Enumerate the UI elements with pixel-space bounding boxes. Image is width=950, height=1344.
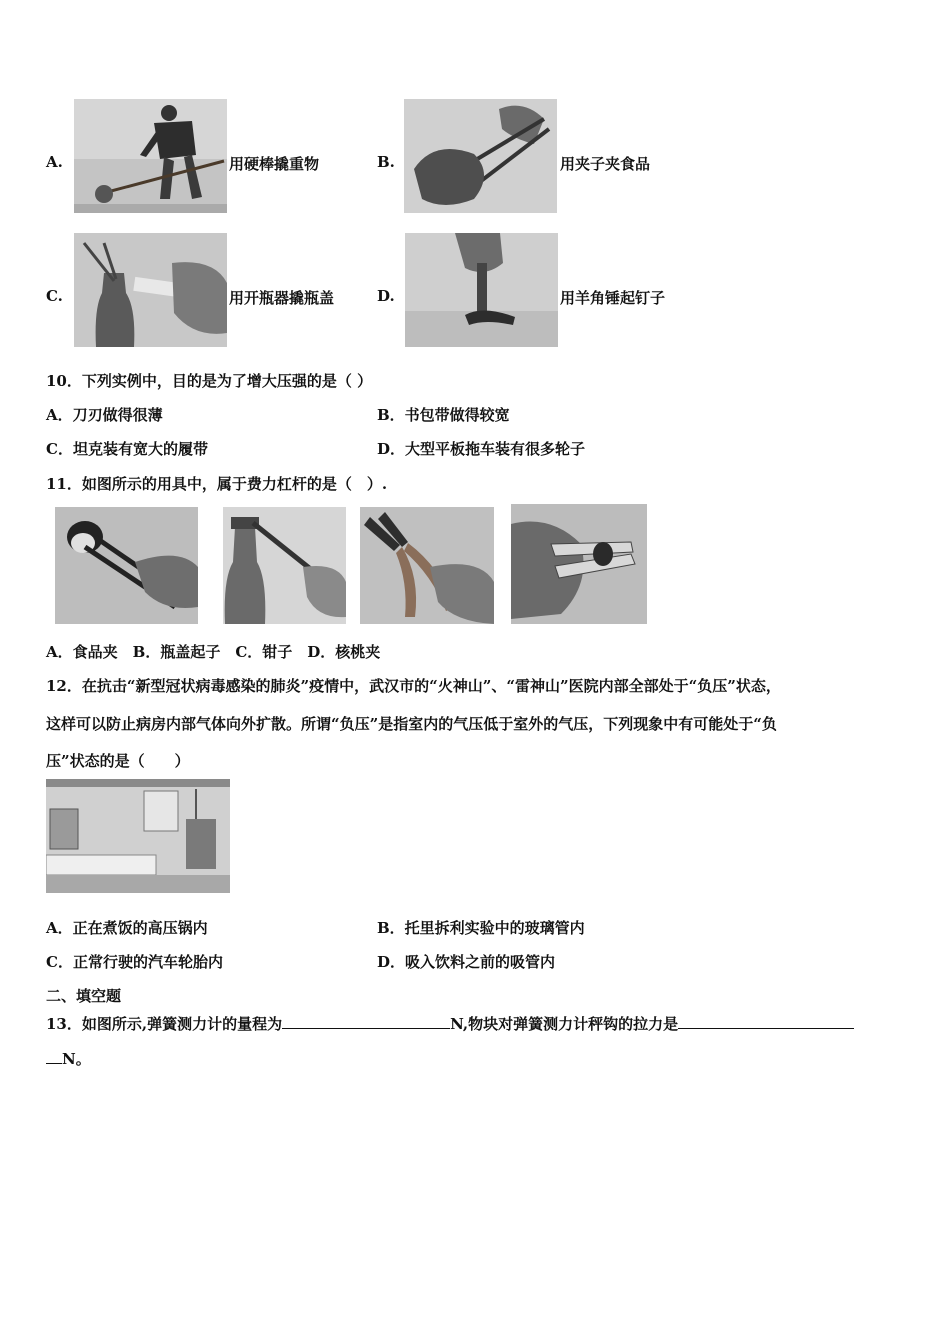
q12-stem-line-1: 12．在抗击“新型冠状病毒感染的肺炎”疫情中，武汉市的“火神山”、“雷神山”医院内部全部处于“负压”状态， [46, 677, 781, 695]
q12-option-d: D．吸入饮料之前的吸管内 [377, 953, 556, 971]
option-d-letter: D. [377, 287, 395, 305]
bottle-opener-photo [74, 233, 227, 347]
nutcracker-photo [511, 504, 647, 624]
bottle-cap-opener-photo [223, 507, 346, 624]
q13-blank-force-cont[interactable] [46, 1049, 62, 1064]
q12-stem-line-3: 压”状态的是（ ） [46, 752, 190, 770]
q11-stem: 11．如图所示的用具中，属于费力杠杆的是（ ）. [46, 475, 388, 493]
q10-option-a: A．刀刃做得很薄 [46, 406, 163, 424]
option-b-caption: 用夹子夹食品 [560, 155, 651, 173]
option-c-letter: C. [46, 287, 63, 305]
q12-option-b: B．托里拆利实验中的玻璃管内 [377, 919, 585, 937]
q12-stem-line-2: 这样可以防止病房内部气体向外扩散。所谓“负压”是指室内的气压低于室外的气压，下列现象中有可能处于“负 [46, 715, 777, 733]
q12-option-c: C．正常行驶的汽车轮胎内 [46, 953, 223, 971]
q10-option-d: D．大型平板拖车装有很多轮子 [377, 440, 586, 458]
q13-blank-force[interactable] [678, 1014, 854, 1029]
option-c-caption: 用开瓶器撬瓶盖 [229, 289, 335, 307]
food-tongs-photo [55, 507, 198, 624]
hospital-ward-photo [46, 779, 230, 893]
option-a-letter: A. [46, 153, 63, 171]
option-d-caption: 用羊角锤起钉子 [560, 289, 666, 307]
option-b-letter: B. [377, 153, 395, 171]
pliers-photo [360, 507, 494, 624]
tongs-food-photo [404, 99, 557, 213]
q13-blank-range[interactable] [282, 1014, 450, 1029]
lever-prying-photo [74, 99, 227, 213]
option-a-caption: 用硬棒撬重物 [229, 155, 320, 173]
claw-hammer-photo [405, 233, 558, 347]
q13-text-1: 13．如图所示,弹簧测力计的量程为 [46, 1015, 283, 1033]
q13-line-2 [46, 1048, 91, 1069]
q13-line-1 [46, 1013, 854, 1034]
q12-option-a: A．正在煮饭的高压锅内 [46, 919, 208, 937]
q10-option-c: C．坦克装有宽大的履带 [46, 440, 208, 458]
section-heading: 二、填空题 [46, 987, 122, 1005]
q11-options: A．食品夹 B．瓶盖起子 C．钳子 D．核桃夹 [46, 643, 381, 661]
q13-text-3: N。 [62, 1050, 91, 1068]
q13-text-2: N,物块对弹簧测力计秤钩的拉力是 [450, 1015, 679, 1033]
q10-option-b: B．书包带做得较宽 [377, 406, 510, 424]
q10-stem: 10．下列实例中，目的是为了增大压强的是（ ） [46, 372, 373, 390]
